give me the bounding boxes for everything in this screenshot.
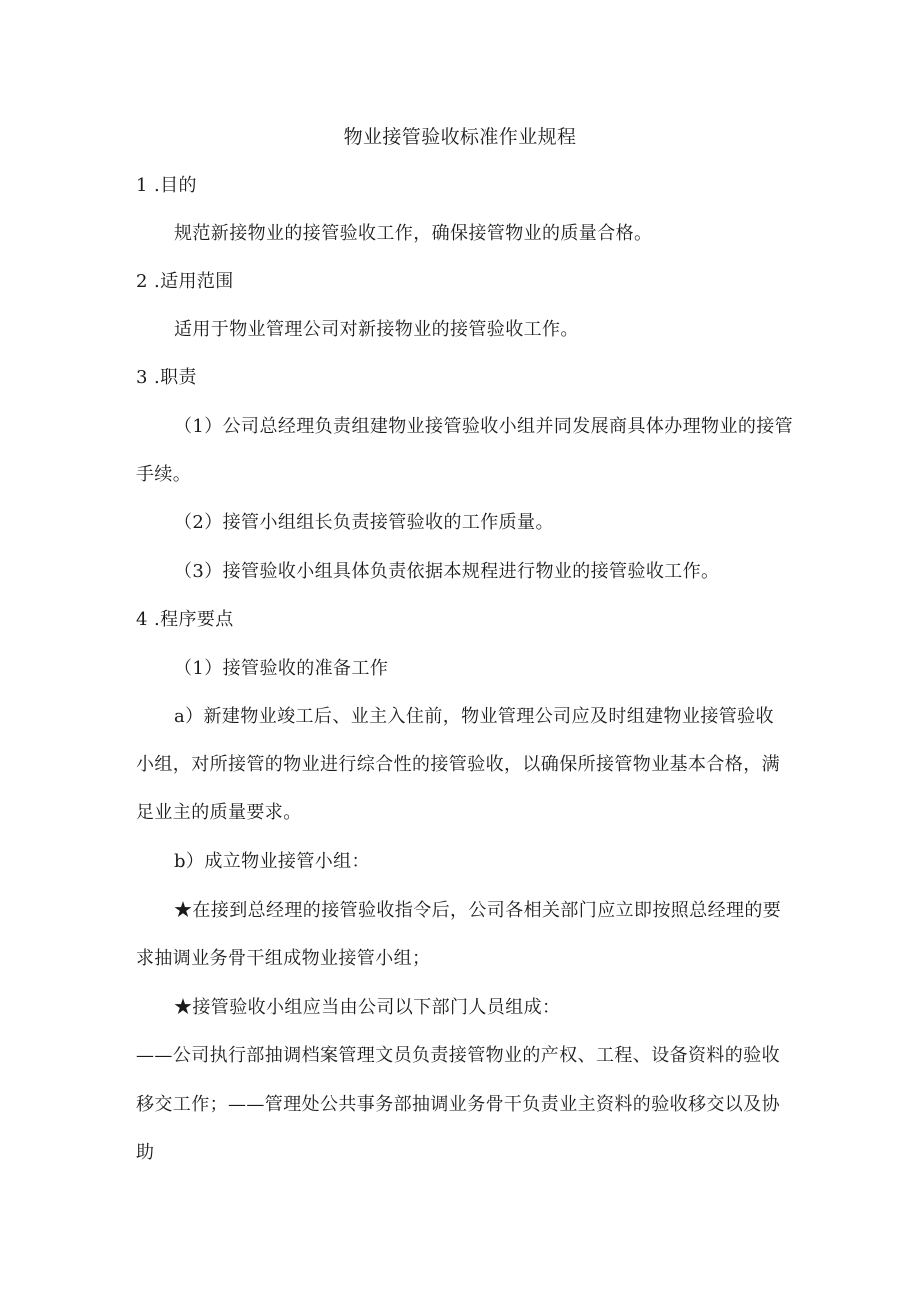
subheading-preparation: （1）接管验收的准备工作: [174, 658, 389, 679]
dash-item-1-cont-2: 助: [136, 1142, 155, 1163]
paragraph-item-b: b）成立物业接管小组：: [174, 851, 370, 872]
bullet-item-1-cont: 求抽调业务骨干组成物业接管小组；: [136, 948, 431, 969]
bullet-item-1: ★在接到总经理的接管验收指令后，公司各相关部门应立即按照总经理的要: [174, 900, 782, 921]
paragraph-item-a-cont-1: 小组，对所接管的物业进行综合性的接管验收，以确保所接管物业基本合格，满: [136, 754, 780, 775]
paragraph-item-a: a）新建物业竣工后、业主入住前，物业管理公司应及时组建物业接管验收: [174, 706, 774, 727]
paragraph-duty-1-cont: 手续。: [136, 464, 192, 485]
section-heading-scope: 2 .适用范围: [136, 271, 234, 292]
bullet-item-2: ★接管验收小组应当由公司以下部门人员组成：: [174, 997, 561, 1018]
dash-item-1: ——公司执行部抽调档案管理文员负责接管物业的产权、工程、设备资料的验收: [136, 1045, 780, 1066]
section-heading-purpose: 1 .目的: [136, 175, 197, 196]
paragraph-purpose: 规范新接物业的接管验收工作，确保接管物业的质量合格。: [174, 223, 653, 244]
document-title: 物业接管验收标准作业规程: [343, 126, 577, 148]
section-heading-duties: 3 .职责: [136, 367, 197, 388]
paragraph-scope: 适用于物业管理公司对新接物业的接管验收工作。: [174, 319, 579, 340]
dash-item-1-cont: 移交工作；——管理处公共事务部抽调业务骨干负责业主资料的验收移交以及协: [136, 1094, 780, 1115]
paragraph-duty-1: （1）公司总经理负责组建物业接管验收小组并同发展商具体办理物业的接管: [174, 416, 794, 437]
section-heading-procedure: 4 .程序要点: [136, 609, 234, 630]
paragraph-duty-2: （2）接管小组组长负责接管验收的工作质量。: [174, 512, 554, 533]
paragraph-item-a-cont-2: 足业主的质量要求。: [136, 802, 302, 823]
paragraph-duty-3: （3）接管验收小组具体负责依据本规程进行物业的接管验收工作。: [174, 561, 720, 582]
